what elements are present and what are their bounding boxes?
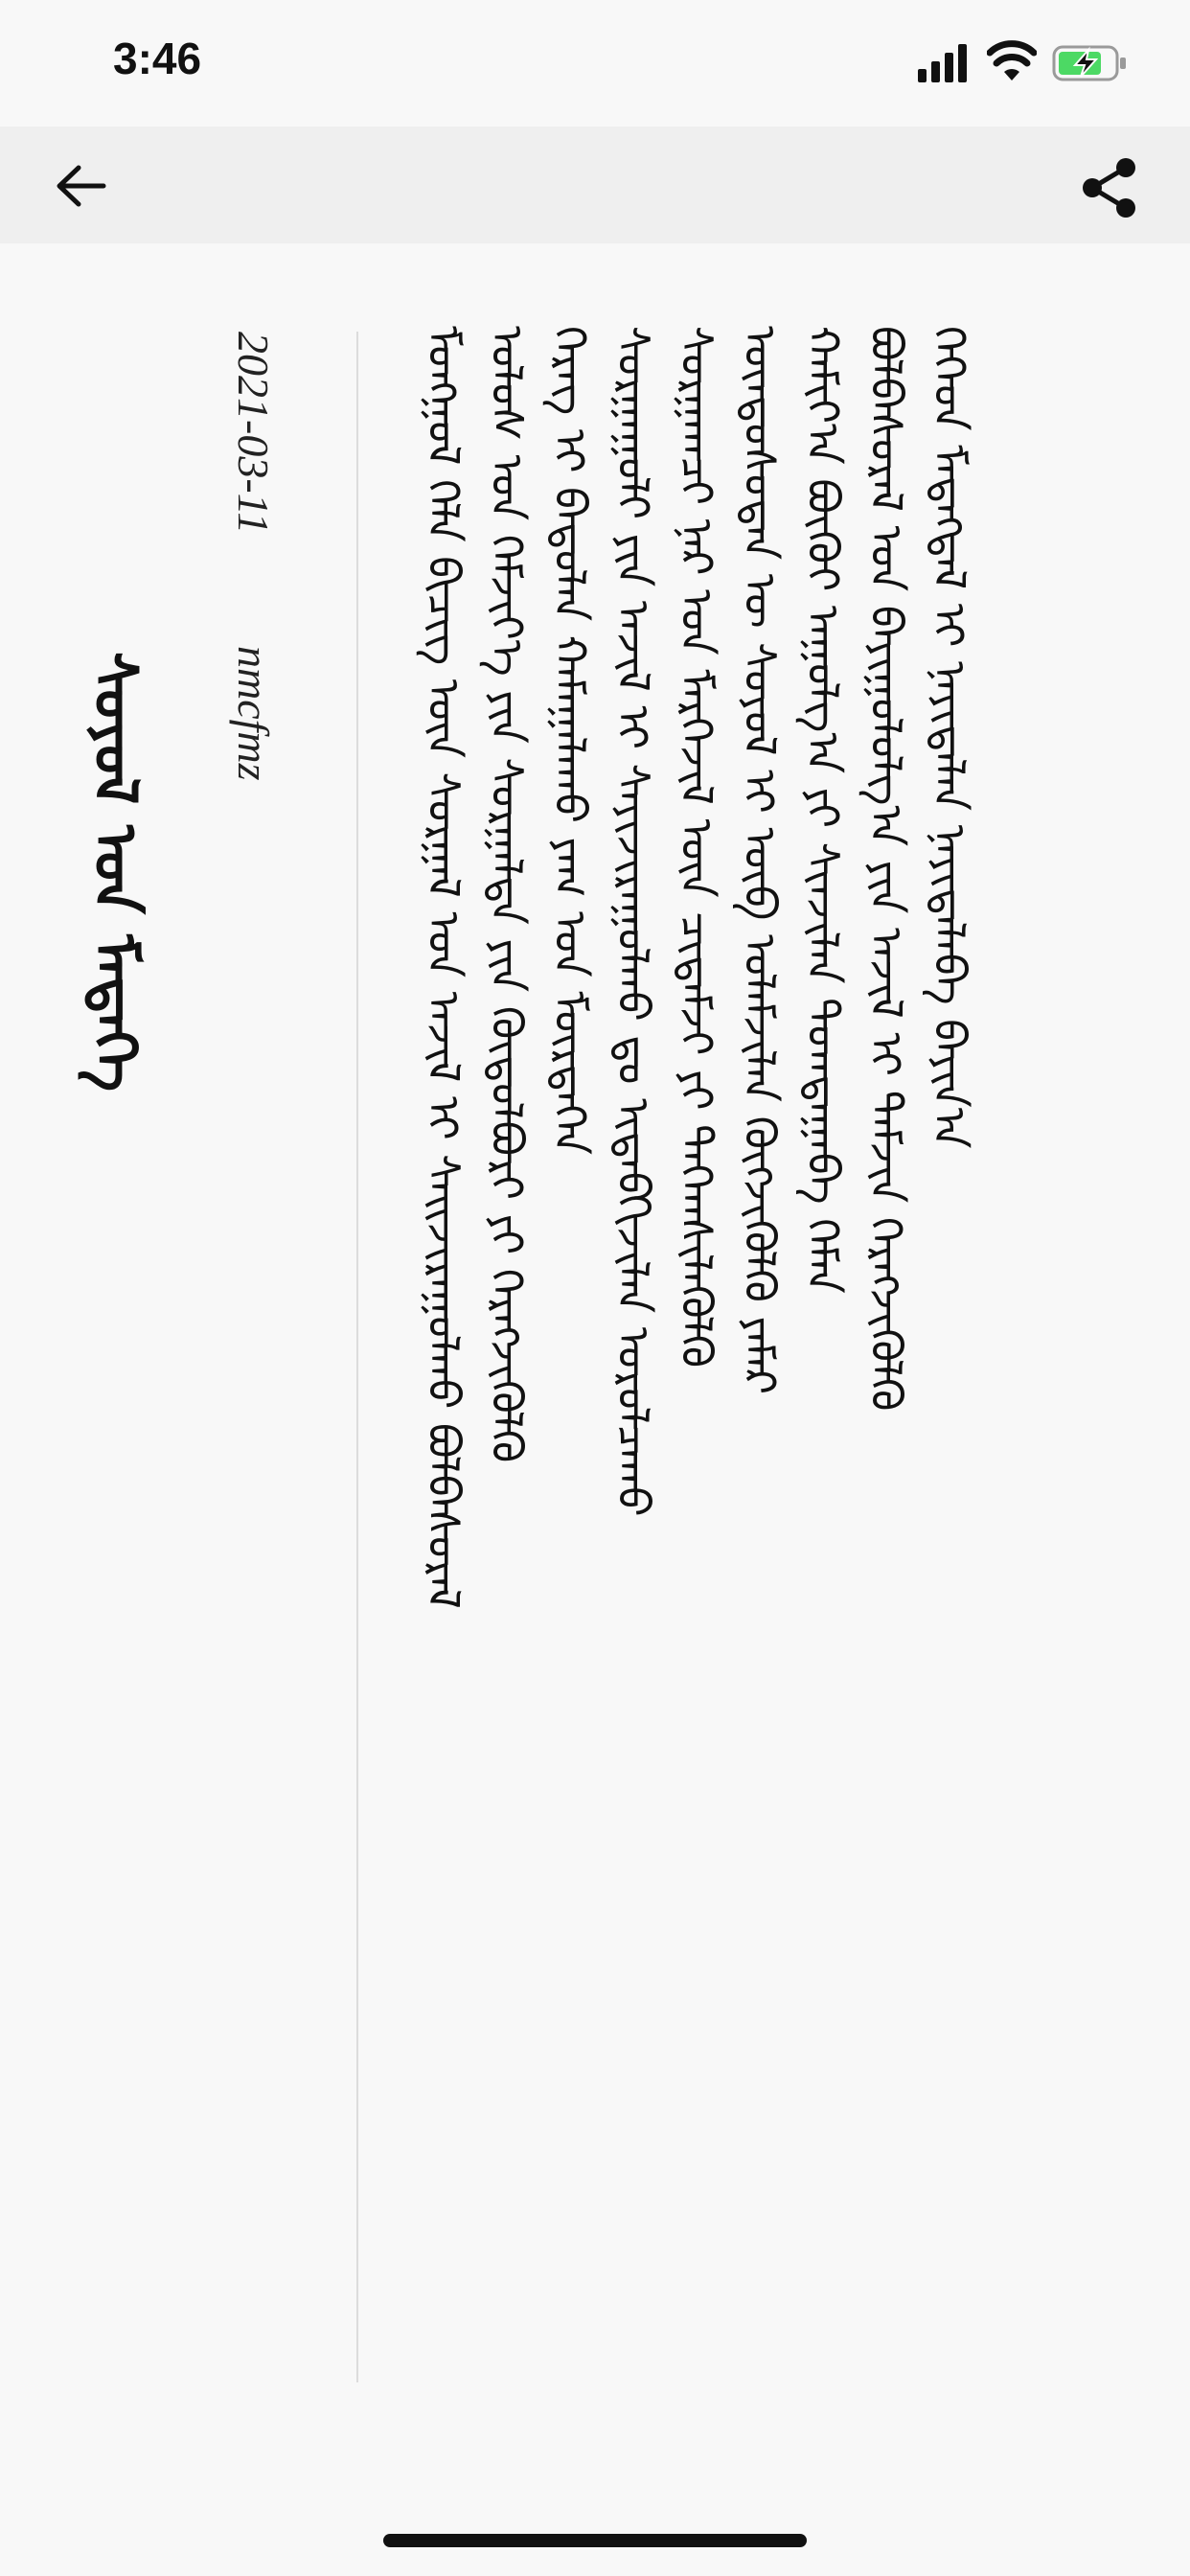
share-button[interactable] bbox=[1065, 148, 1154, 228]
body-column: ᠤᠯᠤᠰ ᠤᠨ ᠬᠡᠮᠵᠢᠶ᠎ᠡ ᠶᠢᠨ ᠰᠤᠷᠭᠠᠯᠲᠠ ᠶᠢᠨ ᠬᠥᠲᠦᠯᠪᠦᠷᠢ ᠶᠢ ᠬᠡᠷᠡᠭᠵᠢᠭᠦᠯᠬᠦ bbox=[481, 326, 533, 1463]
body-column: ᠬᠡᠭᠡᠳ ᠮᠡᠳᠡᠭᠳᠡᠯ ᠢ ᠨᠡᠶᠢᠲᠡᠯᠡᠨ ᠨᠡᠶᠢᠲᠡᠯᠡᠪᠡ ᠪᠠᠶᠢᠨ᠎ᠠ bbox=[924, 326, 975, 1149]
body-column: ᠦᠨᠳᠦᠰᠦᠲᠡᠨ ᠦ ᠰᠣᠶᠣᠯ ᠢ ᠥᠪ ᠤᠯᠠᠮᠵᠢᠯᠠᠨ ᠬᠥᠭᠵᠢᠭᠦᠯᠬᠦ ᠶᠠᠮᠠᠷ bbox=[734, 326, 786, 1395]
article-author: nmcfmz bbox=[229, 646, 278, 781]
body-column: ᠬᠠᠮᠢᠶ᠎ᠠ ᠪᠦᠬᠦᠢ ᠠᠭᠤᠯᠭ᠎ᠠ ᠶᠢ ᠰᠢᠨᠵᠢᠯᠡᠨ ᠲᠣᠭᠲᠠᠭᠠᠪᠠ ᠬᠡᠮᠡᠨ bbox=[797, 326, 849, 1294]
body-column: ᠰᠤᠷᠭᠠᠭᠴᠢ ᠨᠠᠷ ᠤᠨ ᠮᠡᠷᠭᠡᠵᠢᠯ ᠦᠨ ᠴᠢᠳᠠᠮᠵᠢ ᠶᠢ ᠳᠡᠭᠡᠭ᠍ᠰᠢᠯᠡᠭᠦᠯᠬᠦ bbox=[671, 326, 722, 1368]
article-title-column bbox=[57, 652, 172, 1246]
body-column: ᠮᠣᠩᠭᠣᠯ ᠬᠡᠯᠡ ᠪᠢᠴᠢᠭ ᠦᠨ ᠰᠤᠷᠭᠠᠯ ᠤᠨ ᠠᠵᠢᠯ ᠢ ᠰᠠᠢᠵᠢᠷᠠᠭᠤᠯᠬᠤ ᠪᠣᠯᠪᠠᠰᠤᠷᠠᠯ bbox=[418, 326, 469, 1609]
home-indicator[interactable] bbox=[383, 2534, 807, 2547]
wifi-icon bbox=[987, 40, 1037, 82]
article-title: ᠰᠣᠶᠣᠯ ᠤᠨ ᠮᠡᠳᠡᠭᠡ bbox=[80, 652, 150, 1092]
arrow-left-icon bbox=[54, 163, 107, 209]
nav-bar bbox=[0, 126, 1190, 243]
share-icon bbox=[1080, 156, 1139, 219]
body-column: ᠬᠡᠷᠡᠭ ᠢ ᠪᠠᠲᠤᠯᠠᠨ ᠬᠠᠮᠠᠭᠠᠯᠠᠬᠤ ᠶᠠᠭ ᠤᠨ ᠮᠥᠷᠲᠡᠭᠡᠨ bbox=[544, 326, 596, 1155]
signal-icon bbox=[918, 44, 970, 82]
battery-charging-icon bbox=[1052, 44, 1129, 82]
article-body bbox=[412, 326, 1159, 2290]
back-button[interactable] bbox=[38, 148, 123, 224]
divider bbox=[356, 332, 358, 2382]
status-time: 3:46 bbox=[113, 34, 202, 83]
body-column: ᠰᠤᠷᠭᠠᠭᠤᠯᠢ ᠶᠢᠨ ᠠᠵᠢᠯ ᠢ ᠰᠠᠶᠢᠵᠢᠷᠠᠭᠤᠯᠬᠤ ᠳᠤ ᠢᠳᠡᠪᠬᠢᠵᠢᠯᠡᠨ ᠣᠷᠣᠯᠴᠠᠬᠤ bbox=[607, 326, 659, 1517]
body-column: ᠪᠣᠯᠪᠠᠰᠤᠷᠠᠯ ᠤᠨ ᠪᠠᠶᠢᠭᠤᠯᠤᠯᠭ᠎ᠠ ᠶᠢᠨ ᠠᠵᠢᠯ ᠢ ᠳᠡᠮᠵᠢᠨ ᠬᠡᠷᠡᠭᠵᠢᠭᠦᠯᠬᠦ bbox=[860, 326, 912, 1412]
article-meta bbox=[220, 332, 287, 849]
article-date: 2021-03-11 bbox=[229, 332, 278, 535]
status-bar bbox=[0, 0, 1190, 126]
